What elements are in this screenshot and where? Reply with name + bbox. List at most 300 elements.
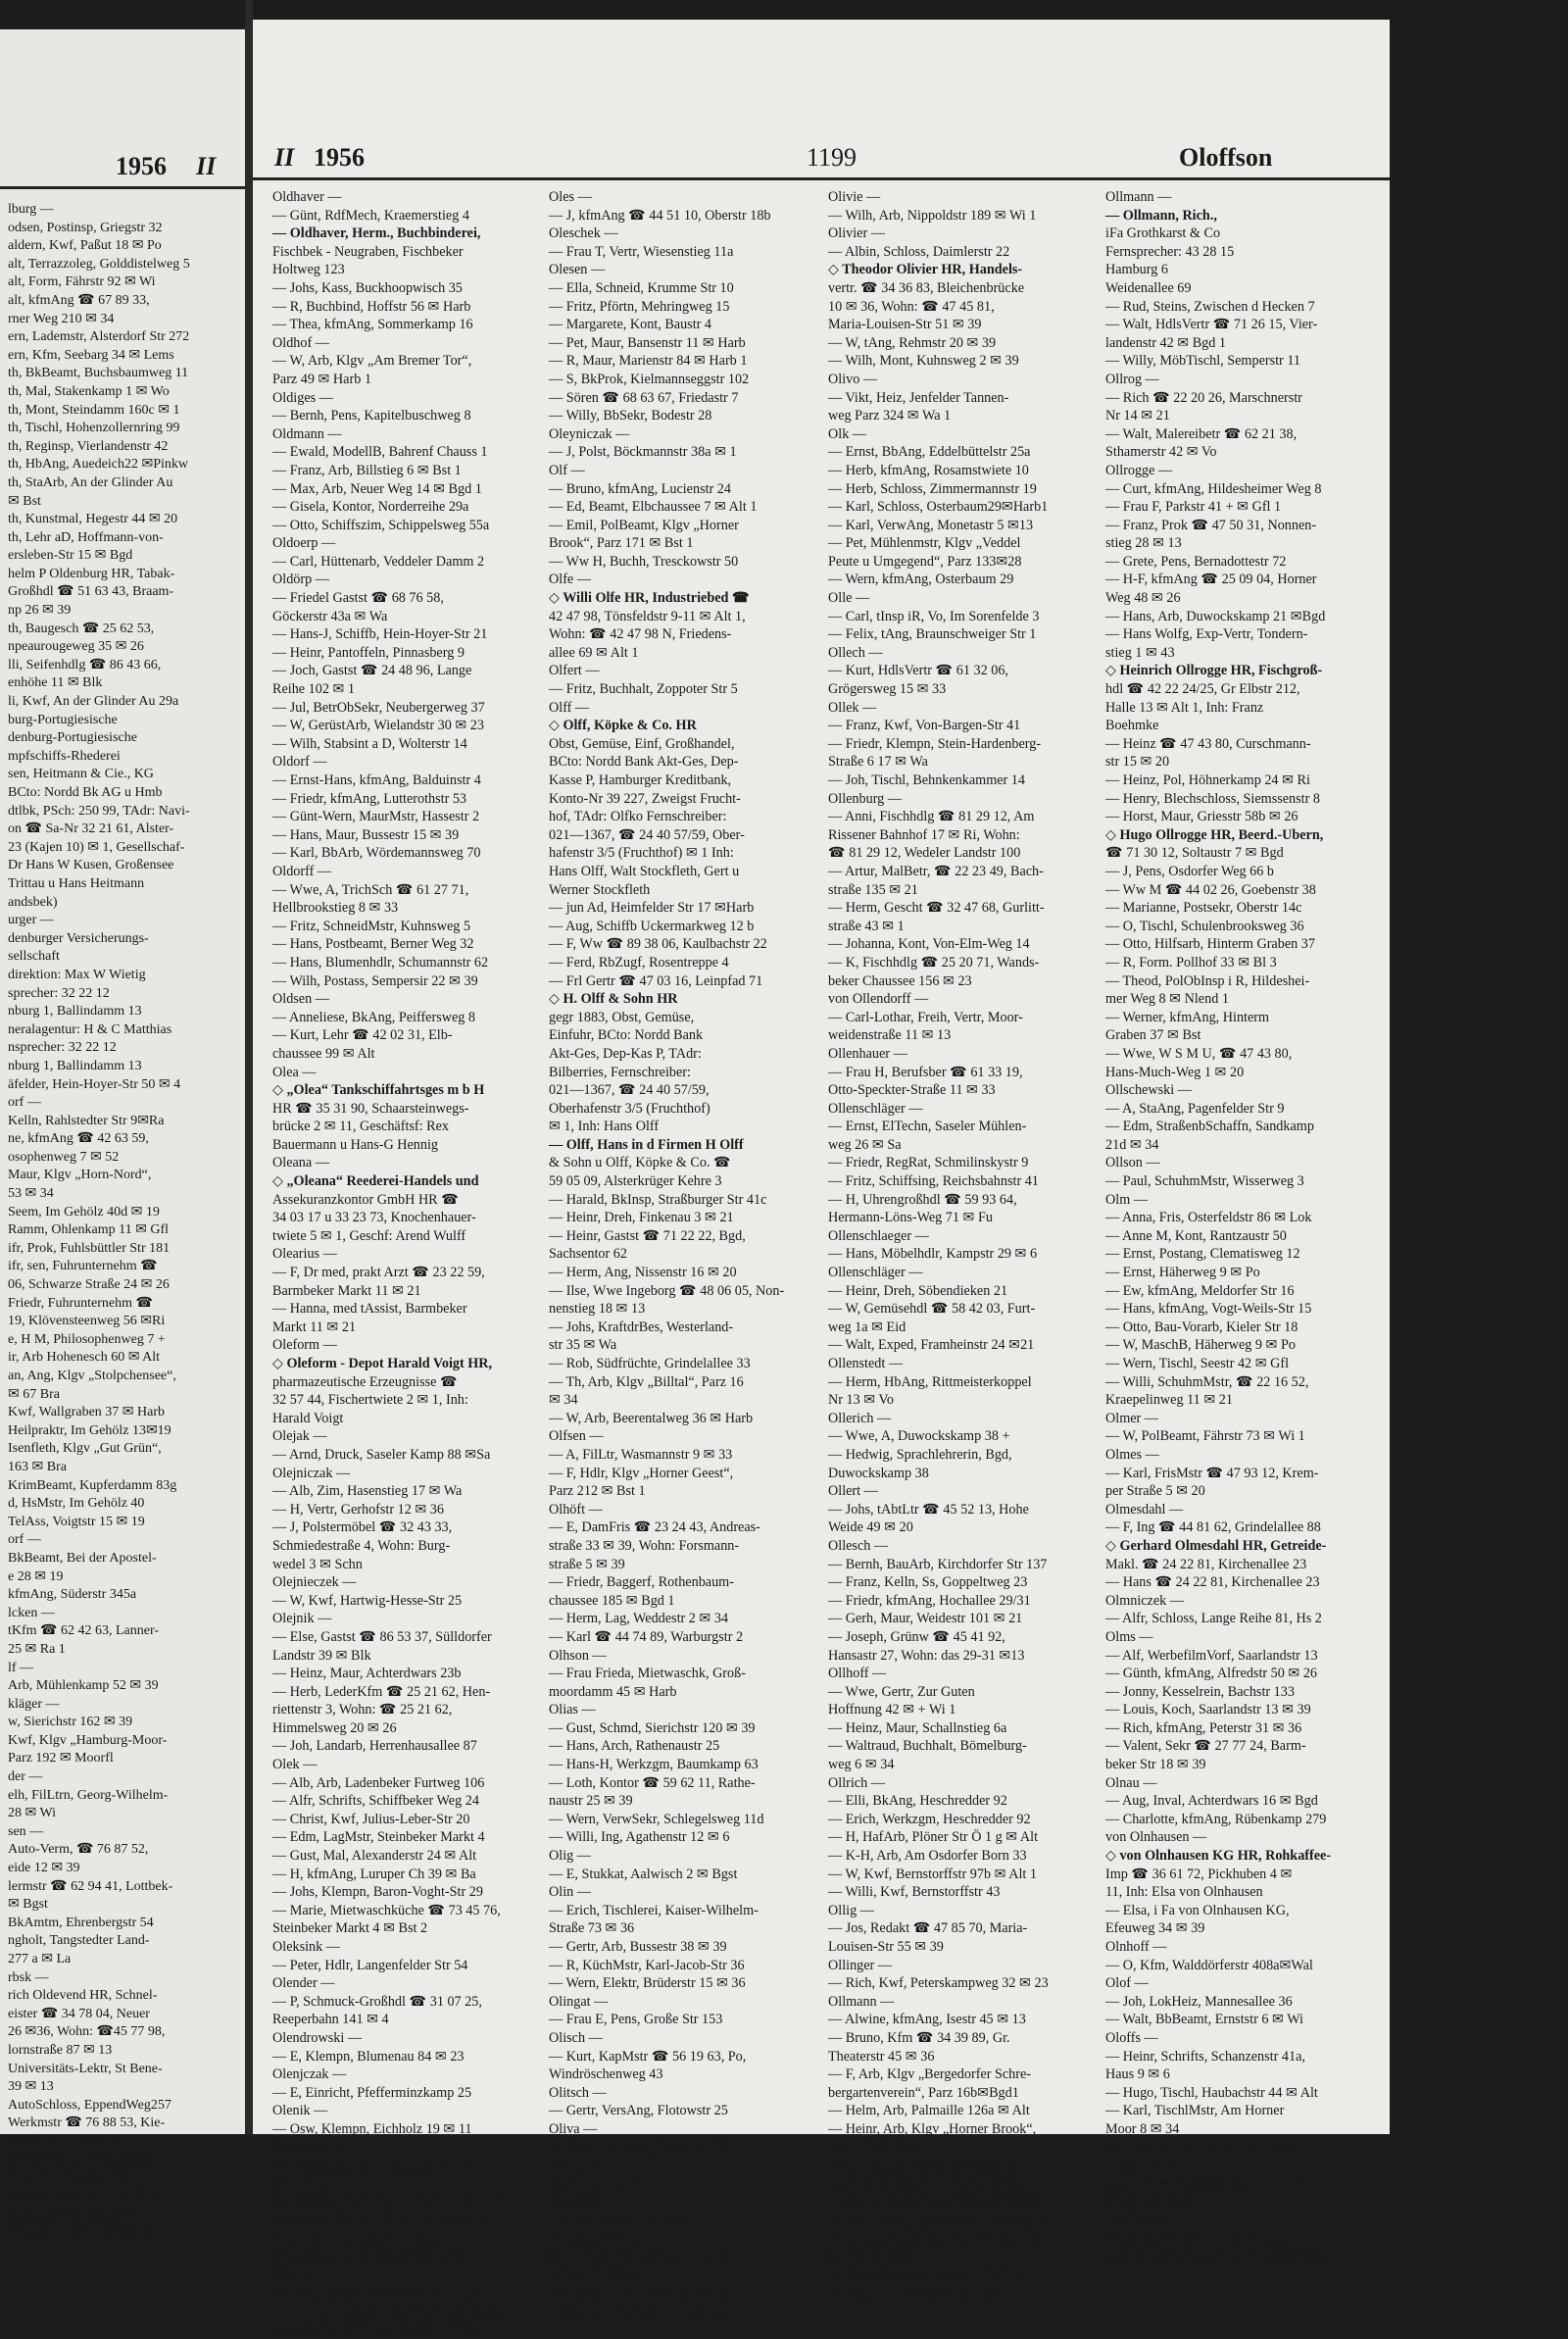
directory-line: von Ollendorff — — [828, 991, 929, 1008]
directory-line: Universitäts-Lektr, St Bene- — [8, 2061, 163, 2076]
directory-line: denburg-Portugiesische — [8, 730, 137, 746]
directory-line: odsen, Postinsp, Griegstr 32 — [8, 220, 163, 235]
directory-line: orf — — [8, 1532, 41, 1548]
directory-line: Olivier — — [828, 225, 885, 242]
directory-line: 021—1367, ☎ 24 40 57/59, — [549, 1082, 710, 1099]
directory-line: Olof — — [1105, 1975, 1149, 1992]
directory-line: Oldhaver — — [272, 189, 342, 205]
directory-line: TelAss, Voigtstr 15 ✉ 19 — [8, 1514, 145, 1529]
directory-line: — Johs, Klempn, Baron-Voght-Str 29 — [272, 1884, 483, 1901]
directory-line: 28 ✉ Wi — [8, 1806, 57, 1821]
directory-line: Efeuweg 34 ✉ 39 — [1105, 1920, 1205, 1937]
directory-line: — Paul, SchuhmMstr, Wisserweg 3 — [1105, 1173, 1304, 1190]
directory-line: — Bruno, kfmAng, Lucienstr 24 — [549, 480, 731, 497]
directory-line: Kraepelinweg 11 ✉ 21 — [1105, 1392, 1233, 1409]
directory-line: — Karl-Heinz, Quartiersm, Querweg 7 — [828, 2212, 1047, 2228]
directory-line: — Friedel Gastst ☎ 68 76 58, — [272, 590, 444, 607]
directory-line: — Ernst, ElTechn, Saseler Mühlen- — [828, 1119, 1027, 1135]
directory-line: mpfschiffs-Rhederei — [8, 748, 121, 764]
directory-line: — A, StaAng, Pagenfelder Str 9 — [1105, 1100, 1285, 1117]
directory-line: — Rob, Südfrüchte, Grindelallee 33 — [549, 1356, 751, 1371]
directory-line: Assekuranzkontor GmbH HR ☎ — [272, 1191, 459, 1208]
directory-line: — Heinz, Heiz, Julius-Ludowieg-Str 114 — [272, 2303, 502, 2319]
directory-line: — Franz, Kelln, Ss, Goppeltweg 23 — [828, 1574, 1028, 1591]
directory-line: — Max, PolBeamt, Berlepschweg 15 — [272, 2321, 480, 2338]
running-head: Oloffson — [1179, 143, 1273, 172]
directory-line: th, HbAng, Auedeich22 ✉Pinkw — [8, 457, 188, 473]
directory-line: — Theod, PolObInsp i R, Hildeshei- — [1105, 972, 1310, 989]
directory-line: np 26 ✉ 39 — [8, 603, 72, 619]
directory-line: alt, Terrazzoleg, Golddistelweg 5 — [8, 256, 190, 272]
directory-line: straße 5 ✉ 39 — [549, 1556, 625, 1572]
directory-line: — Olff, Hans in d Firmen H Olff — [549, 1136, 744, 1153]
directory-line: — Heinr, Gastst ☎ 71 22 22, Bgd, — [549, 1227, 746, 1244]
directory-line: — Friedr, Baggerf, Rothenbaum- — [549, 1574, 734, 1591]
directory-line: — Ernst-Hans, kfmAng, Balduinstr 4 — [272, 772, 481, 788]
directory-line: — Ernst, Häherweg 9 ✉ Po — [1105, 1265, 1260, 1281]
directory-line: — Hedwig, Sprachlehrerin, Bgd, — [828, 1446, 1012, 1463]
directory-line: ◇ von Olnhausen KG HR, Rohkaffee- — [1105, 1848, 1332, 1865]
directory-line: — Gertr, VersAng, Flotowstr 25 — [549, 2139, 728, 2156]
directory-line: hafenstr 3/5 (Fruchthof) ✉ 1 Inh: — [549, 845, 734, 862]
directory-line: Borstelmannsweg 169 ✉ 26, Inh: — [272, 2230, 459, 2247]
directory-line: npeaurougeweg 35 ✉ 26 — [8, 639, 144, 655]
directory-line: nenstieg 18 ✉ 13 — [549, 1301, 646, 1318]
directory-line: ◇ Oleform - Depot Harald Voigt HR, — [272, 1356, 493, 1371]
column-1 — [272, 188, 539, 2339]
directory-line: — Heinr, Dreh, Söbendieken 21 — [828, 1282, 1008, 1299]
directory-line: Göckerstr 43a ✉ Wa — [272, 608, 388, 624]
directory-line: orf — — [8, 1095, 41, 1111]
directory-line: — Gerh, Maur, Weidestr 101 ✉ 21 — [828, 1611, 1023, 1627]
directory-line: — Hans ☎ 24 22 81, Kirchenallee 23 — [1105, 1574, 1320, 1591]
directory-line: — Günth, kfmAng, Alfredstr 50 ✉ 26 — [1105, 1666, 1318, 1682]
directory-line: — Ferd, RbZugf, Rosentreppe 4 — [549, 954, 729, 970]
directory-line: & Sohn u Olff, Köpke & Co. ☎ — [549, 1155, 731, 1171]
directory-line: 11, Inh: Elsa von Olnhausen — [1105, 1884, 1263, 1901]
directory-line: — Herb, kfmAng, Rosamstwiete 10 — [828, 462, 1029, 478]
directory-line: — F, Ing ☎ 44 81 62, Grindelallee 88 — [1105, 1519, 1321, 1536]
directory-line: — Curt, kfmAng, Hildesheimer Weg 8 — [1105, 480, 1322, 497]
directory-line: — Bernh, Pens, Kapitelbuschweg 8 — [272, 408, 471, 424]
directory-line: Olfsen — — [549, 1428, 604, 1445]
directory-line: Oleosa — — [272, 2175, 329, 2192]
directory-line: weg Parz 324 ✉ Wa 1 — [828, 408, 952, 424]
directory-line: — Peter, Hdlr, Langenfelder Str 54 — [272, 1957, 468, 1973]
directory-line: — W, tAng, Rehmstr 20 ✉ 39 — [828, 334, 997, 351]
directory-line: — Frau E, Pens, Große Str 153 — [549, 2012, 723, 2028]
directory-line: — H, kfmAng, Luruper Ch 39 ✉ Ba — [272, 1866, 476, 1882]
directory-line: alt, Form, Fährstr 92 ✉ Wi — [8, 274, 156, 290]
directory-line: Ollrich — — [828, 1774, 885, 1791]
directory-line: — Vikt, Heiz, Jenfelder Tannen- — [828, 389, 1009, 406]
directory-line: Oldmann — — [272, 425, 342, 442]
directory-line: Isenfleth, Klgv „Gut Grün“, — [8, 1441, 162, 1457]
directory-line: Dr Hans W Kusen, Großensee — [8, 858, 174, 873]
directory-line: 48 78 83, Maria-Louisen-Stieg 9 — [549, 2303, 731, 2319]
directory-line: BCto: Nordd Bank Akt-Ges, Dep- — [549, 754, 739, 771]
directory-line: Vorarb, Seehofallee 21 ✉ 33 — [8, 2188, 166, 2204]
directory-line: Hansastr 27, Wohn: das 29-31 ✉13 — [828, 1647, 1025, 1664]
directory-line: Weg 48 ✉ 26 — [1105, 590, 1181, 607]
directory-line: — Sören ☎ 68 63 67, Friedastr 7 — [549, 389, 739, 406]
directory-line: — Stanislaus, Hdlr, Turnerstr 7 ✉ 6 — [272, 2158, 472, 2174]
directory-line: — Emil, PolBeamt, Klgv „Horner — [549, 517, 739, 533]
directory-line: — Herm, Gescht ☎ 32 47 68, Gurlitt- — [828, 900, 1045, 917]
directory-line: — Frl Gertr ☎ 47 03 16, Leinpfad 71 — [549, 972, 763, 989]
directory-line: — Friedr, kfmAng, Lutterothstr 53 — [272, 790, 467, 807]
directory-line: SchlachtMstr, Kahden 17 — [8, 2207, 148, 2222]
directory-line: — Arnd, Druck, Saseler Kamp 88 ✉Sa — [272, 1446, 491, 1463]
directory-line: ☎ 33 15 47/48, — [549, 2230, 640, 2247]
directory-line: Baum 10 ✉ 20 — [1105, 2194, 1189, 2211]
directory-line: Olias — — [549, 1702, 596, 1718]
directory-line: — Walt, Malereibetr ☎ 62 21 38, — [1105, 425, 1298, 442]
directory-line: — Joh, LokHeiz, Mannesallee 36 — [1105, 1993, 1293, 2010]
directory-line: — W, GerüstArb, Wielandstr 30 ✉ 23 — [272, 718, 484, 734]
directory-line: — Harald, BkInsp, Straßburger Str 41c — [549, 1191, 767, 1208]
directory-line: Moor 8 ✉ 34 — [1105, 2158, 1180, 2174]
directory-line: — Rich, kfmAng, Peterstr 31 ✉ 36 — [1105, 1719, 1302, 1736]
directory-line: — Ew, kfmAng, Meldorfer Str 16 — [1105, 1282, 1295, 1299]
directory-line: th, StaArb, An der Glinder Au — [8, 474, 173, 490]
directory-line: Ollenhauer — — [828, 1045, 907, 1062]
directory-line: — Grete, Pens, Bernadottestr 72 — [1105, 553, 1287, 570]
directory-line: ✉ 1, Inh: Hans Olff — [549, 1119, 660, 1135]
directory-line: — W, MaschB, Häherweg 9 ✉ Po — [1105, 1337, 1296, 1354]
directory-line: Straße 6 17 ✉ Wa — [828, 754, 928, 771]
directory-line: 34 03 17 u 33 23 73, Knochenhauer- — [272, 1210, 476, 1226]
directory-line: Kasse P, Hamburger Kreditbank, — [549, 772, 732, 788]
directory-line: Olejak — — [272, 1428, 327, 1445]
directory-line: Kelln, Rahlstedter Str 9✉Ra — [8, 1113, 165, 1128]
directory-line: — Osw, Klempn, Eichholz 19 ✉ 11 — [272, 2120, 472, 2137]
directory-line: — Karl, FrisMstr ☎ 47 93 12, Krem- — [1105, 1465, 1319, 1481]
column-3 — [828, 188, 1098, 2303]
directory-line: — K, Fischhdlg ☎ 25 20 71, Wands- — [828, 954, 1040, 970]
directory-line: — Willi, SchuhmMstr, ☎ 22 16 52, — [1105, 1373, 1309, 1390]
directory-line: Ollenschläger — — [828, 1265, 923, 1281]
directory-line: — Wwe, Gertr, Zur Guten — [828, 1683, 975, 1700]
directory-line: ◇ Oliver & Co. HR — [549, 2175, 664, 2192]
directory-line: — Wern, VerwSekr, Schlegelsweg 11d — [549, 1811, 764, 1827]
directory-line: — Johs, Kass, Buckhoopwisch 35 — [272, 279, 463, 296]
directory-line: — J, Polst, Böckmannstr 38a ✉ 1 — [549, 444, 737, 461]
directory-line: — Heinr, HafArb, Lerchenstr 37 ✉ Alt — [1105, 2249, 1323, 2265]
directory-line: th, Mont, Steindamm 160c ✉ 1 — [8, 402, 180, 418]
directory-line: Einfuhr, BCto: Nordd Bank — [549, 1027, 704, 1044]
directory-line: — Jonny, Kesselrein, Bachstr 133 — [1105, 1683, 1295, 1700]
directory-line: — H, Vertr, Gerhofstr 12 ✉ 36 — [272, 1501, 444, 1518]
directory-line: — Ella, Schneid, Krumme Str 10 — [549, 279, 734, 296]
directory-line: Olejnieczek — — [272, 1574, 357, 1591]
directory-line: Olisch — — [549, 2029, 603, 2046]
directory-line: rstraße 5 ✉ Neugr 2 — [8, 2133, 119, 2149]
directory-line: 53 ✉ 34 — [8, 1186, 54, 1202]
directory-line: — Gust, Schmd, Sierichstr 120 ✉ 39 — [549, 1719, 756, 1736]
directory-line: — Hans, Maur, Bussestr 15 ✉ 39 — [272, 826, 460, 843]
directory-line: andsbek) — [8, 894, 58, 910]
directory-line: allee 69 ✉ Alt 1 — [549, 644, 639, 661]
directory-line: Ollenburg — — [828, 790, 903, 807]
directory-line: Oloffs — — [1105, 2029, 1158, 2046]
directory-line: — Fritz, Schiffsing, Reichsbahnstr 41 — [828, 1173, 1039, 1190]
directory-line: — Valent, Sekr ☎ 27 77 24, Barm- — [1105, 1738, 1306, 1755]
directory-line: — W, Arb, Beerentalweg 36 ✉ Harb — [549, 1410, 754, 1426]
directory-line: — H, Uhrengroßhdl ☎ 59 93 64, — [828, 1191, 1017, 1208]
directory-line: ◇ Gerhard Olmesdahl HR, Getreide- — [1105, 1537, 1327, 1554]
directory-line: — Wilh, Mont, Kuhnsweg 2 ✉ 39 — [828, 353, 1019, 370]
directory-line: — Hans, Blumenhdlr, Schumannstr 62 — [272, 954, 489, 970]
directory-line: lf — — [8, 1660, 34, 1675]
directory-line: Parz 49 ✉ Harb 1 — [272, 371, 371, 387]
column-2 — [549, 188, 818, 2320]
directory-line: — Gust, Mal, Alexanderstr 24 ✉ Alt — [272, 1848, 477, 1865]
directory-line: — Carl-Lothar, Freih, Vertr, Moor- — [828, 1009, 1023, 1025]
directory-line: — Louis, Koch, Saarlandstr 13 ✉ 39 — [1105, 1702, 1311, 1718]
directory-line: Heilpraktr, Im Gehölz 13✉19 — [8, 1422, 172, 1438]
directory-line: — Rich, Kwf, Peterskampweg 32 ✉ 23 — [828, 1975, 1049, 1992]
directory-line: — Joseph, Grünw ☎ 45 41 92, — [828, 1628, 1005, 1645]
directory-line: str 35 ✉ Wa — [549, 1337, 617, 1354]
directory-line: kläger — — [8, 1696, 60, 1712]
directory-line: — Jos, Redakt ☎ 47 85 70, Maria- — [828, 1920, 1028, 1937]
directory-line: Olenik — — [272, 2103, 328, 2119]
directory-line: Halle 13 ✉ Alt 1, Inh: Franz — [1105, 699, 1264, 716]
directory-line: — Karl, Arb, Klgv „Hamm und Horn“, — [828, 2230, 1047, 2247]
directory-line: 277 a ✉ La — [8, 1952, 72, 1966]
directory-line: d, HsMstr, Im Gehölz 40 — [8, 1496, 145, 1512]
directory-line: 10 ✉ 36, Wohn: ☎ 47 45 81, — [828, 298, 995, 315]
directory-line: th, Reginsp, Vierlandenstr 42 — [8, 438, 169, 454]
directory-line: Fernschreiber: 021-3039 — [549, 2212, 686, 2228]
directory-line: — Karl, TischlMstr, Am Horner — [1105, 2103, 1285, 2119]
directory-line: straße 135 ✉ 21 — [828, 881, 918, 898]
directory-line: — E, Klempn, Blumenau 84 ✉ 23 — [272, 2048, 465, 2065]
directory-line: Friedr, Fuhrunternehm ☎ — [8, 1295, 153, 1311]
directory-line: — Alfr, Schrifts, Schiffbeker Weg 24 — [272, 1793, 479, 1810]
directory-line: Hellbrookstieg 8 ✉ 33 — [272, 900, 399, 917]
directory-line: — J, kfmAng ☎ 44 51 10, Oberstr 18b — [549, 207, 771, 224]
directory-line: — Jürg, Tischl, Alsterdorfer Str 21 — [828, 2175, 1022, 2192]
directory-line: — Walt, HdlsVertr ☎ 71 26 15, Vier- — [1105, 317, 1318, 333]
directory-line: Olendrowski — — [272, 2029, 363, 2046]
directory-line: — Friedr, Klempn, Stein-Hardenberg- — [828, 735, 1042, 752]
directory-line: Ollesch — — [828, 1537, 889, 1554]
directory-line: — Johs, tAbtLtr ☎ 45 52 13, Hohe — [828, 1501, 1029, 1518]
directory-line: straße 33 ✉ 39, Wohn: Forsmann- — [549, 1537, 740, 1554]
directory-line: pharmazeutische Erzeugnisse ☎ — [272, 1373, 458, 1390]
directory-line: rich Oldevend HR, Schnel- — [8, 1988, 158, 2004]
directory-line: Olivo — — [828, 371, 878, 387]
directory-line: — Waltraud, Buchhalt, Bömelburg- — [828, 1738, 1027, 1755]
directory-line: Reeperbahn 141 ✉ 4 — [272, 2012, 389, 2028]
directory-line: — Ollmann, Rich., — [1105, 207, 1217, 224]
directory-line: — Erich, Tischlerei, Kaiser-Wilhelm- — [549, 1902, 759, 1918]
directory-line: — Hans, kfmAng, Vogt-Weils-Str 15 — [1105, 1301, 1312, 1318]
directory-line: Oberhafenstr 3/5 (Fruchthof) — [549, 1100, 710, 1117]
directory-line: — Harry F, i Fa Oliver & Co. ☎ — [549, 2285, 735, 2302]
directory-line: Sthamerstr 42 ✉ Vo — [1105, 444, 1217, 461]
directory-line: — Hugo, Tischl, Haubachstr 44 ✉ Alt — [1105, 2084, 1318, 2101]
directory-line: — R, Buchbind, Hoffstr 56 ✉ Harb — [272, 298, 471, 315]
directory-line: — Fritz, SchneidMstr, Kuhnsweg 5 — [272, 918, 470, 934]
directory-line: — Elli, BkAng, Heschredder 92 — [828, 1793, 1007, 1810]
directory-line: hof, TAdr: Olfko Fernschreiber: — [549, 809, 727, 825]
directory-line: — Artur, MalBetr, ☎ 22 23 49, Bach- — [828, 863, 1044, 879]
directory-line: Olearius — — [272, 1246, 337, 1263]
directory-line: Bauermann u Hans-G Hennig — [272, 1136, 439, 1153]
directory-line: — Albin, Schloss, Daimlerstr 22 — [828, 243, 1010, 260]
directory-line: Olivie — — [828, 189, 881, 205]
directory-line: e 28 ✉ 19 — [8, 1568, 64, 1584]
directory-line: — Karl, Hsmstr, Marienstr 15 ✉ Harb — [272, 2285, 486, 2302]
directory-line: twiete 5 ✉ 1, Geschf: Arend Wulff — [272, 1227, 466, 1244]
directory-line: — Edm, LagMstr, Steinbeker Markt 4 — [272, 1829, 485, 1846]
left-header-year: 1956 — [116, 152, 167, 180]
directory-line: Ollek — — [828, 699, 877, 716]
directory-line: Steinbeker Markt 4 ✉ Bst 2 — [272, 1920, 428, 1937]
directory-line: — Gertr, VersAng, Flotowstr 25 — [549, 2103, 728, 2119]
directory-line: ☎ 81 29 12, Wedeler Landstr 100 — [828, 845, 1021, 862]
directory-line: beker Chaussee 156 ✉ 23 — [828, 972, 972, 989]
directory-line: — Werner, kfmAng, Hinterm — [1105, 1009, 1270, 1025]
directory-line: — O, Tischl, Schulenbrooksweg 36 — [1105, 918, 1304, 934]
directory-line: Olesen — — [549, 262, 606, 278]
directory-line: Olejnik — — [272, 1611, 332, 1627]
directory-line: Hamburg 6 — [1105, 262, 1168, 278]
directory-line: Olek — — [272, 1757, 318, 1773]
directory-line: Olenyzack — — [272, 2139, 350, 2156]
directory-line: Oldorf — — [272, 754, 327, 771]
directory-line: 42 47 98, Tönsfeldstr 9-11 ✉ Alt 1, — [549, 608, 746, 624]
directory-line: — Elsa, i Fa von Olnhausen KG, — [1105, 1902, 1290, 1918]
directory-line: — Helm, Arb, Palmaille 126a ✉ Alt — [828, 2103, 1030, 2119]
directory-line: — Willi, Ing, Agathenstr 12 ✉ 6 — [549, 1829, 730, 1846]
directory-line: ◇ Olff, Köpke & Co. HR — [549, 718, 697, 734]
directory-line: — Frau T, Vertr, Wiesenstieg 11a — [549, 243, 734, 260]
directory-line: gegr 1883, Obst, Gemüse, — [549, 1009, 695, 1025]
directory-line: 25 ✉ Ra 1 — [8, 1641, 66, 1657]
directory-line: — Franz, Arb, Billstieg 6 ✉ Bst 1 — [272, 462, 462, 478]
directory-line: — F, Arb, Klgv „Bergedorfer Schre- — [828, 2066, 1032, 2083]
directory-line: — Alf, WerbefilmVorf, Saarlandstr 13 — [1105, 1647, 1318, 1664]
directory-line: Olender — — [272, 1975, 335, 1992]
right-header-year: 1956 — [314, 143, 365, 172]
directory-line: — Fritz, Pförtn, Mehringweg 15 — [549, 298, 730, 315]
directory-line: — E, DamFris ☎ 23 24 43, Andreas- — [549, 1519, 760, 1536]
directory-line: äfelder, Hein-Hoyer-Str 50 ✉ 4 — [8, 1076, 181, 1092]
directory-line: — F, Ww ☎ 89 38 06, Kaulbachstr 22 — [549, 936, 767, 953]
directory-line: — Karl, Schloss, Osterbaum29✉Harb1 — [828, 499, 1049, 516]
directory-line: — Herb, LederKfm ☎ 25 21 62, Hen- — [272, 1683, 491, 1700]
directory-line: — Hans, Arb, Duwockskamp 21 ✉Bgd — [1105, 608, 1326, 624]
directory-line: Oleksink — — [272, 1939, 340, 1955]
directory-line: th, Mal, Stakenkamp 1 ✉ Wo — [8, 383, 170, 399]
directory-line: — Carl, Hüttenarb, Veddeler Damm 2 — [272, 553, 485, 570]
directory-line: str 15 ✉ 20 — [1105, 754, 1170, 771]
directory-line: ◇ „Olea“ Tankschiffahrtsges m b H — [272, 1082, 485, 1099]
directory-line: Olingat — — [549, 1993, 609, 2010]
directory-line: — Günt, RdfMech, Kraemerstieg 4 — [272, 207, 469, 224]
directory-line: — Karl ☎ 44 74 89, Warburgstr 2 — [549, 1628, 744, 1645]
directory-line: ersleben-Str 15 ✉ Bgd — [8, 548, 133, 564]
directory-line: ◇ H. Olff & Sohn HR — [549, 991, 678, 1008]
directory-line: — Hans, Arch, Rathenaustr 25 — [549, 1738, 720, 1755]
directory-line: 021—1367, ☎ 24 40 57/59, Ober- — [549, 826, 745, 843]
directory-line: — Friedr, kfmAng, Hochallee 29/31 — [828, 1592, 1031, 1609]
directory-line: — Charlotte, kfmAng, Rübenkamp 279 — [1105, 1811, 1327, 1827]
directory-line: — Ernst, BbAng, Eddelbüttelstr 25a — [828, 444, 1031, 461]
directory-line: Olmesdahl — — [1105, 1501, 1184, 1518]
directory-line: Olhöft — — [549, 1501, 603, 1518]
directory-line: — Wern, kfmAng, Osterbaum 29 — [828, 572, 1014, 588]
directory-line: — Felix, tAng, Braunschweiger Str 1 — [828, 626, 1037, 643]
directory-line: lermstr ☎ 62 94 41, Lottbek- — [8, 1878, 173, 1894]
directory-line: Nr 14 ✉ 21 — [1105, 408, 1170, 424]
directory-line: — Heinz, Pol, Höhnerkamp 24 ✉ Ri — [1105, 772, 1310, 788]
directory-line: — Otto, Schiffszim, Schippelsweg 55a — [272, 517, 490, 533]
directory-line: — W, Kwf, Hartwig-Hesse-Str 25 — [272, 1592, 463, 1609]
directory-line: — Alb, Zim, Hasenstieg 17 ✉ Wa — [272, 1483, 463, 1500]
directory-line: ir, Arb Hohenesch 60 ✉ Alt — [8, 1350, 161, 1366]
directory-line: direktion: Max W Wietig — [8, 967, 146, 982]
directory-line: Oliva — — [549, 2120, 598, 2137]
directory-line: Reihe 102 ✉ 1 — [272, 681, 355, 698]
directory-line: — Wilh, Postass, Sempersir 22 ✉ 39 — [272, 972, 478, 989]
directory-line: Georg Drebing u Käthe Schierholz — [272, 2249, 466, 2265]
directory-line: Markt 11 ✉ 21 — [272, 1319, 357, 1335]
directory-line: — F, Dr med, prakt Arzt ☎ 23 22 59, — [272, 1265, 485, 1281]
directory-line: — Günt-Wern, MaurMstr, Hassestr 2 — [272, 809, 480, 825]
directory-line: — Anneliese, BkAng, Peiffersweg 8 — [272, 1009, 475, 1025]
directory-line: — Johs, KraftdrBes, Westerland- — [549, 1319, 734, 1335]
directory-line: — Loth, Kontor ☎ 59 62 11, Rathe- — [549, 1774, 756, 1791]
directory-line: Ollrog — — [1105, 371, 1159, 387]
directory-line: — W, Kwf, Bernstorffstr 97b ✉ Alt 1 — [828, 1866, 1038, 1882]
directory-line: 39 ✉ 13 — [8, 2079, 54, 2095]
directory-line: — Bernh, BauArb, Kirchdorfer Str 137 — [828, 1556, 1048, 1572]
directory-line: Kwf, Klgv „Hamburg-Moor- — [8, 1732, 168, 1748]
directory-line: Duwockskamp 38 — [828, 1465, 929, 1481]
directory-line: — Hans, Postbeamt, Berner Weg 32 — [272, 936, 474, 953]
directory-line: eister ☎ 34 78 04, Neuer — [8, 2006, 150, 2021]
directory-line: — Hanna, med tAssist, Barmbeker — [272, 1301, 467, 1318]
directory-line: — Horst, Maur, Griesstr 58b ✉ 26 — [1105, 809, 1298, 825]
directory-line: an, Ang, Klgv „Stolpchensee“, — [8, 1369, 176, 1383]
directory-line: Akt-Ges, Dep-Kas P, TAdr: — [549, 1045, 702, 1062]
directory-line: Olm — — [1105, 1191, 1148, 1208]
directory-line: Brook“, Parz 171 ✉ Bst 1 — [549, 535, 694, 552]
directory-line: Hoffnung 42 ✉ + Wi 1 — [828, 1702, 956, 1718]
directory-line: — Anna, Fris, Osterfeldstr 86 ✉ Lok — [1105, 1210, 1312, 1226]
directory-line: Haus 9 ✉ 6 — [1105, 2066, 1170, 2083]
directory-line: straße 43 ✉ 1 — [828, 918, 905, 934]
directory-line: — F, Hdlr, Klgv „Horner Geest“, — [549, 1465, 734, 1481]
directory-line: burg-Portugiesische — [8, 712, 118, 727]
directory-line: — Wern, Elektr, Brüderstr 15 ✉ 36 — [549, 1975, 746, 1992]
directory-line: sellschaft — [8, 949, 60, 965]
directory-line: — Anni, Fischhdlg ☎ 81 29 12, Am — [828, 809, 1035, 825]
directory-line: ngholt, Tangstedter Land- — [8, 1933, 150, 1949]
directory-line: — Wilh, Stabsint a D, Wolterstr 14 — [272, 735, 467, 752]
directory-line: — Otto, Hilfsarb, Hinterm Graben 37 — [1105, 936, 1315, 953]
directory-line: — Kurt, HdlsVertr ☎ 61 32 06, — [828, 663, 1008, 679]
directory-line: Ollerich — — [828, 1410, 892, 1426]
directory-line: denburger Versicherungs- — [8, 930, 149, 946]
directory-line: — Margarete, Kont, Baustr 4 — [549, 317, 712, 333]
right-header-rule — [253, 177, 1390, 180]
